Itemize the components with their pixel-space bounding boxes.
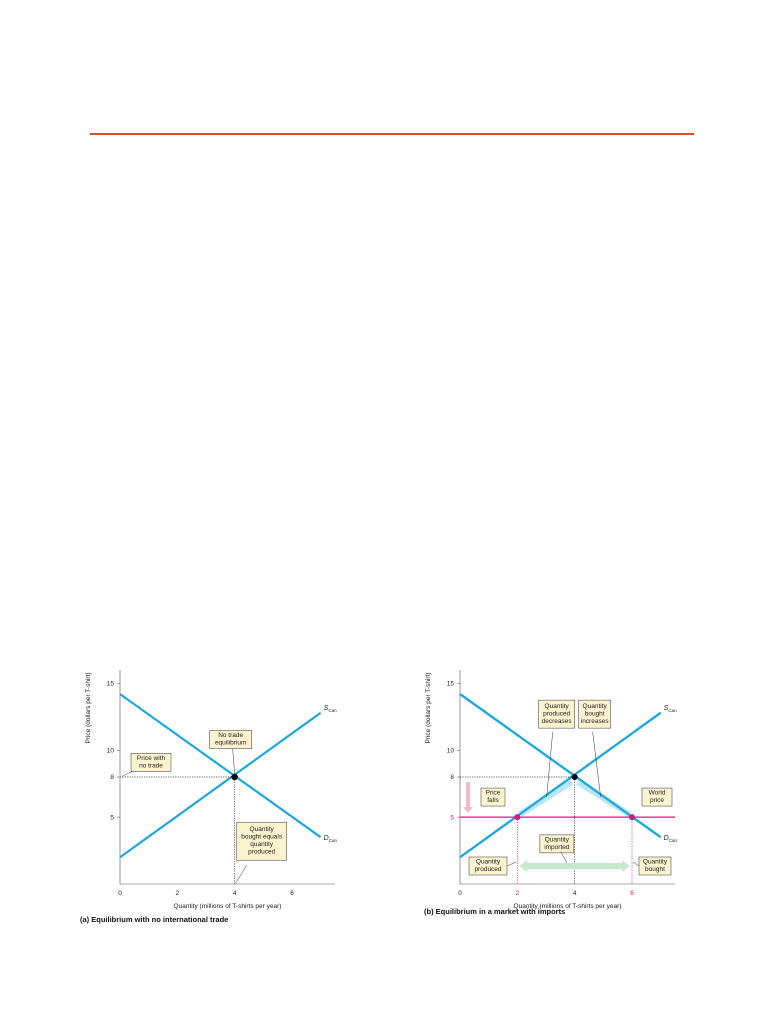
price-falls-arrow	[463, 782, 473, 813]
y-tick-label: 5	[450, 814, 454, 822]
quantity-bought-increases-label-line: increases	[580, 717, 609, 725]
world-price-label	[642, 788, 672, 806]
price-falls-label-line: Price	[485, 789, 501, 797]
supply-label: $S_{Can}$	[323, 704, 337, 713]
quantity-bought-increases-label-line: Quantity	[582, 702, 607, 710]
y-tick-label: 8	[450, 774, 454, 782]
quantity-produced-label-line: Quantity	[475, 858, 501, 866]
price-falls-label-line: falls	[487, 797, 499, 805]
y-tick-label: 15	[106, 680, 114, 688]
quantity-imported-label	[540, 835, 574, 853]
quantity-bought-increases-label-line: bought	[584, 710, 605, 718]
curve-label-subscript: Can	[668, 838, 677, 844]
leader-line	[122, 772, 132, 777]
supply-label: $S_{Can}$	[663, 704, 677, 713]
no-trade-point	[572, 774, 578, 780]
quantity-equal-label	[237, 822, 287, 860]
world-price-label-line: price	[649, 797, 665, 805]
y-axis-label: Price (dollars per T-shirt)	[85, 672, 92, 744]
y-axis-label: Price (dollars per T-shirt)	[425, 672, 432, 744]
x-tick-label: 4	[232, 890, 237, 897]
quantity-bought-label-line: Quantity	[642, 858, 668, 866]
y-tick-label: 8	[110, 774, 114, 782]
price-no-trade-label-line: Price with	[136, 754, 166, 762]
price-no-trade-label-line: no trade	[139, 762, 163, 770]
y-tick-label: 10	[446, 747, 454, 755]
leader-line	[507, 862, 516, 866]
x-tick-label: 4	[572, 890, 577, 897]
curve-label-subscript: Can	[328, 707, 337, 713]
chart-no-trade	[78, 662, 340, 928]
no-trade-equilibrium-label-line: No trade	[218, 732, 244, 740]
x-tick-label: 6	[630, 890, 634, 897]
y-tick-label: 5	[110, 814, 114, 822]
quantity-equal-label-line: bought equals	[241, 833, 283, 841]
y-tick-label: 15	[446, 680, 454, 688]
quantity-produced-decreases-label	[539, 700, 575, 728]
no-trade-equilibrium-label-line: equilibrium	[214, 739, 247, 747]
leader-line	[547, 732, 553, 797]
quantity-bought-increases-label	[579, 700, 611, 728]
leader-line	[633, 862, 639, 866]
quantity-produced-label	[469, 857, 507, 875]
x-axis-label: Quantity (millions of T-shirts per year)	[513, 903, 622, 910]
quantity-produced-point	[514, 814, 520, 820]
quantity-bought-label-line: bought	[645, 866, 665, 873]
quantity-produced-decreases-label-line: Quantity	[544, 702, 569, 710]
price-falls-label	[481, 788, 505, 806]
curve-label-subscript: Can	[668, 707, 677, 713]
y-tick-label: 10	[106, 747, 114, 755]
demand-label: $D_{Can}$	[663, 835, 677, 844]
chart-svg	[78, 662, 340, 928]
quantity-imported-label-line: imported	[544, 843, 570, 851]
quantity-produced-decreases-label-line: produced	[543, 710, 571, 718]
quantity-bought-label	[639, 857, 671, 875]
chart-svg	[418, 662, 680, 928]
chart-a-caption: (a) Equilibrium with no international trade	[80, 915, 229, 924]
demand-label: $D_{Can}$	[323, 835, 337, 844]
no-trade-equilibrium-label	[210, 731, 252, 749]
quantity-equal-label-line: Quantity	[249, 826, 274, 834]
quantity-equal-label-line: produced	[248, 848, 276, 856]
x-tick-label: 2	[175, 890, 180, 897]
x-axis-label: Quantity (millions of T-shirts per year)	[173, 903, 282, 910]
x-tick-label: 2	[515, 890, 520, 897]
x-tick-label: 0	[118, 890, 122, 897]
top-divider-rule	[90, 133, 694, 135]
curve-label-subscript: Can	[328, 838, 337, 844]
quantity-produced-label-line: produced	[474, 866, 502, 873]
price-no-trade-label	[131, 753, 171, 771]
quantity-bought-point	[629, 814, 635, 820]
chart-b-caption: (b) Equilibrium in a market with imports	[424, 907, 566, 916]
quantity-equal-label-line: quantity	[250, 841, 274, 849]
x-tick-label: 6	[290, 890, 294, 897]
quantity-imported-label-line: Quantity	[544, 836, 569, 844]
leader-line	[593, 732, 601, 797]
leader-line	[236, 865, 247, 883]
leader-line	[233, 749, 235, 774]
world-price-label-line: World	[648, 789, 666, 797]
chart-with-imports	[418, 662, 680, 928]
equilibrium-point	[231, 774, 237, 780]
quantity-produced-decreases-label-line: decreases	[541, 717, 572, 725]
x-tick-label: 0	[458, 890, 462, 897]
leader-line	[561, 852, 567, 863]
